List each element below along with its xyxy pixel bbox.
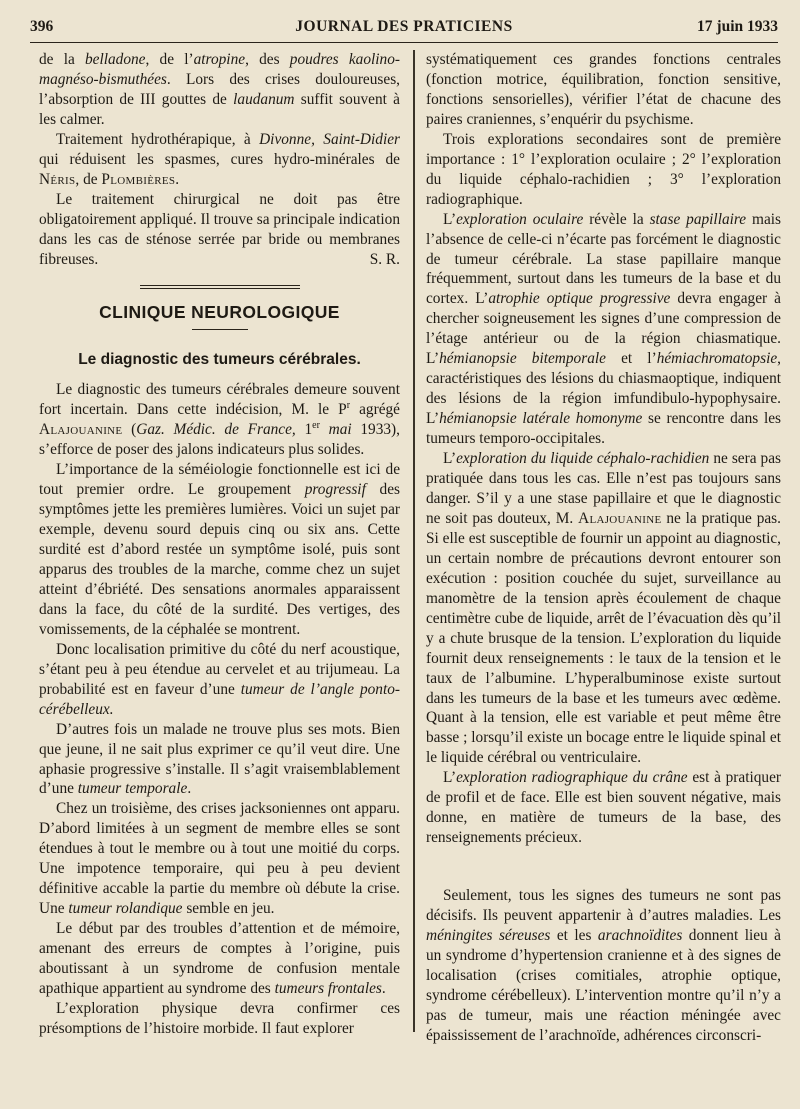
paragraph: de la belladone, de l’atropine, des poudres kaolino-magnéso-bismuthées. Lors des crises douloureuses, l’absorption de III gouttes de laudanum suffit souvent à les calmer.	[39, 51, 400, 128]
paragraph: D’autres fois un malade ne trouve plus ses mots. Bien que jeune, il ne sait plus exprimer ce qu’il veut dire. Une aphasie progressive s’installe. Il s’agit vraisemblablement d’une tumeur temporale.	[39, 720, 400, 798]
paragraph: Le diagnostic des tumeurs cérébrales demeure souvent fort incertain. Dans cette indécision, M. le $P^r$ agrégé Alajouanine (Gaz. Médic. de France, 1er mai 1933), s’efforce de poser des jalons indicateurs plus solides.	[39, 381, 400, 459]
section-separator	[140, 285, 300, 289]
paragraph: L’importance de la séméiologie fonctionnelle est ici de tout premier ordre. Le groupement progressif des symptômes jette les premières lumières. Voici un sujet par exemple, devenu sourd depuis cinq ou six ans. Cette surdité est d’abord restée un symptôme isolé, puis sont apparus des troubles de la marche, comme chez un sujet atteint d’ébriété. Des sensations anormales apparaissent dans la face, du côté de la surdité. Des vertiges, des vomissements, de la céphalée se montrent.	[39, 461, 400, 638]
column-divider	[413, 50, 415, 1032]
paragraph: Chez un troisième, des crises jacksoniennes ont apparu. D’abord limitées à un segment de membre elles se sont étendues à tout le membre ou à tout une moitié du corps. Une impotence temporaire, qui peu à peu devient définitive accable la partie du membre où débute la crise. Une tumeur rolandique semble en jeu.	[39, 800, 400, 918]
section-title: CLINIQUE NEUROLOGIQUE	[99, 302, 340, 323]
paragraph: Trois explorations secondaires sont de première importance : 1° l’exploration oculaire ; 2° l’exploration du liquide céphalo-rachidien ; 3° l’exploration radiographique.	[426, 130, 781, 208]
paragraph: Traitement hydrothérapique, à Divonne, Saint-Didier qui réduisent les spasmes, cures hydro-minérales de Néris, de Plombières.	[39, 130, 400, 188]
issue-date: 17 juin 1933	[697, 18, 778, 35]
paragraph-gap	[426, 848, 781, 886]
author-initials: S. R.	[369, 250, 400, 268]
paragraph: Le traitement chirurgical ne doit pas être obligatoirement appliqué. Il trouve sa principale indication dans les cas de sténose serrée par bride ou membranes fibreuses. S. R.	[39, 190, 400, 268]
left-column	[39, 50, 400, 1039]
paragraph: L’exploration oculaire révèle la stase papillaire mais l’absence de celle-ci n’écarte pas forcément le diagnostic de tumeur cérébrale. La stase papillaire manque fréquemment, surtout dans les tumeurs de la base et du cortex. L’atrophie optique progressive devra engager à chercher soigneusement les signes d’une compression de l’étage antérieur ou de la région chiasmatique. L’hémianopsie bitemporale et l’hémiachromatopsie, caractéristiques des lésions du chiasmaoptique, indiquent des lésions de la région imfundibulo-hypophysaire. L’hémianopsie latérale homonyme se rencontre dans les tumeurs temporo-occipitales.	[426, 210, 781, 448]
paragraph: Donc localisation primitive du côté du nerf acoustique, s’étant peu à peu étendue au cervelet et au trijumeau. La probabilité est en faveur d’une tumeur de l’angle ponto-cérébelleux.	[39, 640, 401, 718]
paragraph: L’exploration du liquide céphalo-rachidien ne sera pas pratiquée dans tous les cas. Elle n’est pas toujours sans danger. S’il y a une stase papillaire et que le diagnostic ne soit pas douteux, M. Alajouanine ne la pratique pas. Si elle est susceptible de fournir un appoint au diagnostic, un certain nombre de précautions devront entourer son exécution : position couchée du sujet, surveillance au manomètre de la tension après écoulement de chaque centimètre cube de liquide, arrêt de l’évacuation dès qu’il y a chute brusque de la tension. L’exploration du liquide fournit deux renseignements : le taux de la tension et le taux de l’albumine. L’hyperalbuminose existe surtout dans les tumeurs de la base et les tumeurs avec œdème. Quant à la tension, elle est variable et peut même être basse ; lorsqu’il existe un bocage entre le liquide spinal et le liquide cérébral ou ventriculaire.	[426, 450, 781, 767]
article-title: Le diagnostic des tumeurs cérébrales.	[78, 351, 361, 369]
page-number: 396	[30, 18, 54, 35]
right-column	[426, 50, 781, 1046]
journal-title: JOURNAL DES PRATICIENS	[295, 18, 513, 35]
page-header	[30, 14, 778, 43]
paragraph: Seulement, tous les signes des tumeurs ne sont pas décisifs. Ils peuvent appartenir à d’autres maladies. Les méningites séreuses et les arachnoïdites donnent lieu à un syndrome d’hypertension cranienne et à des signes de localisation (crises comitiales, atrophie optique, syndrome cérébelleux). L’intervention montre qu’il n’y a pas de tumeur, mais une réaction méningée avec épaississement de l’arachnoïde, adhérences circonscri-	[426, 887, 781, 1044]
paragraph: systématiquement ces grandes fonctions centrales (fonction motrice, équilibration, fonction sensitive, fonctions sensorielles), vérifier l’état de chacune des paires craniennes, s’enquérir du psychisme.	[426, 51, 781, 128]
paragraph: Le début par des troubles d’attention et de mémoire, amenant des erreurs de comptes à l’origine, puis aboutissant à un syndrome de confusion mentale apathique appartient au syndrome des tumeurs frontales.	[39, 920, 400, 997]
paragraph: L’exploration physique devra confirmer ces présomptions de l’histoire morbide. Il faut explorer	[39, 999, 400, 1037]
title-rule	[192, 329, 248, 330]
paragraph: L’exploration radiographique du crâne est à pratiquer de profil et de face. Elle est bien souvent négative, mais donne, en matière de tumeurs de la base, des renseignements précieux.	[426, 769, 781, 847]
